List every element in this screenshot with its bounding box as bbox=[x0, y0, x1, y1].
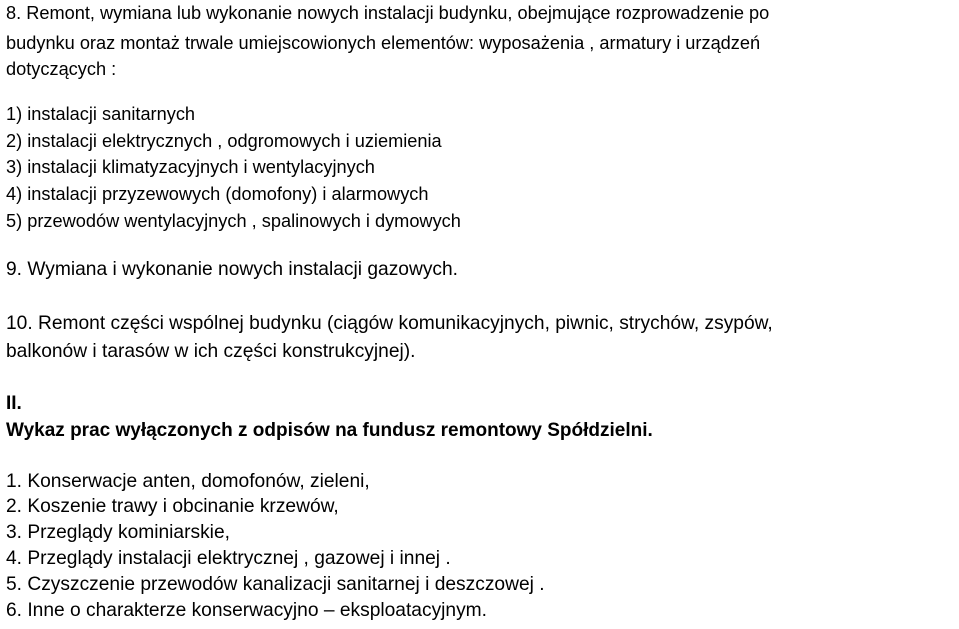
part-2-heading: Wykaz prac wyłączonych z odpisów na fundusz remontowy Spółdzielni. bbox=[6, 420, 653, 441]
section-8-item-2: 2) instalacji elektrycznych , odgromowych i uziemienia bbox=[6, 131, 442, 151]
section-8-item-5: 5) przewodów wentylacyjnych , spalinowych i dymowych bbox=[6, 211, 461, 231]
part-2-item-5: 5. Czyszczenie przewodów kanalizacji sanitarnej i deszczowej . bbox=[6, 574, 545, 595]
section-8-item-1: 1) instalacji sanitarnych bbox=[6, 104, 196, 124]
part-2-number: II. bbox=[6, 393, 22, 414]
part-2-item-3: 3. Przeglądy kominiarskie, bbox=[6, 522, 230, 543]
part-2-item-1: 1. Konserwacje anten, domofonów, zieleni, bbox=[6, 471, 370, 492]
section-8-item-3: 3) instalacji klimatyzacyjnych i wentylacyjnych bbox=[6, 157, 375, 177]
section-10-line-1: 10. Remont części wspólnej budynku (ciągów komunikacyjnych, piwnic, strychów, zsypów, bbox=[6, 313, 773, 334]
part-2-item-6: 6. Inne o charakterze konserwacyjno – eksploatacyjnym. bbox=[6, 600, 487, 621]
section-8-item-4: 4) instalacji przyzewowych (domofony) i alarmowych bbox=[6, 184, 429, 204]
section-10-line-2: balkonów i tarasów w ich części konstrukcyjnej). bbox=[6, 341, 416, 362]
section-8-intro-line-2: budynku oraz montaż trwale umiejscowionych elementów: wyposażenia , armatury i urządzeń bbox=[6, 33, 761, 53]
section-8-intro-line-3: dotyczących : bbox=[6, 59, 117, 79]
section-8-intro-line-1: 8. Remont, wymiana lub wykonanie nowych instalacji budynku, obejmujące rozprowadzenie po bbox=[6, 3, 770, 23]
part-2-item-4: 4. Przeglądy instalacji elektrycznej , gazowej i innej . bbox=[6, 548, 451, 569]
section-9-text: 9. Wymiana i wykonanie nowych instalacji gazowych. bbox=[6, 259, 459, 280]
part-2-item-2: 2. Koszenie trawy i obcinanie krzewów, bbox=[6, 496, 339, 517]
